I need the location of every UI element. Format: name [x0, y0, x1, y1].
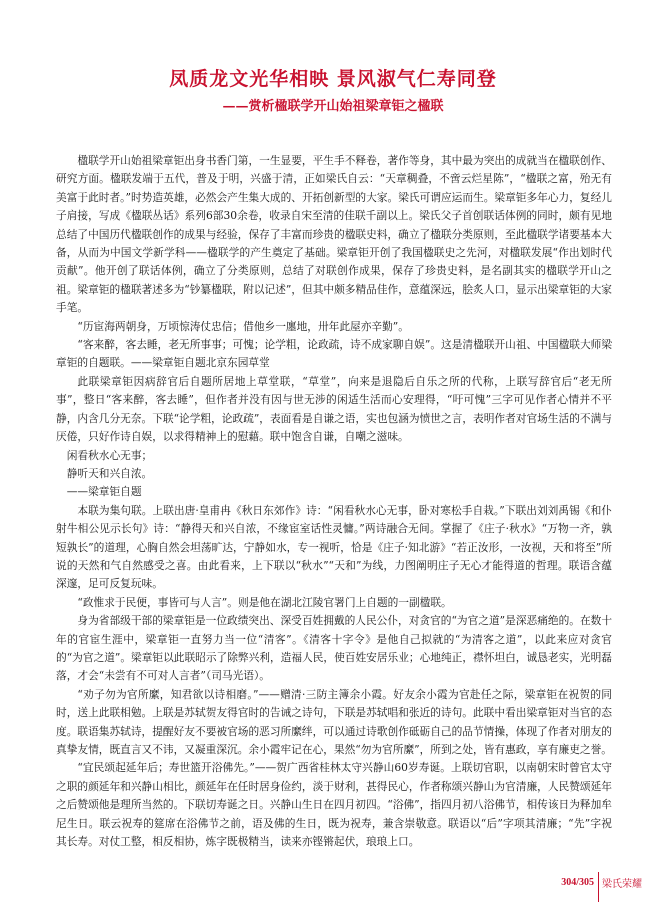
paragraph-commentary-4: “劝子勿为官所縻，知君欲以诗相磨。”——赠清·三防主簿余小霞。好友余小霞为官赴任之际，梁章钜在祝贺的同时，送上此联相勉。上联是苏轼贺友得官时的告诫之诗句，下联是苏轼唱和张近的诗句。此联中看出梁章钜对当官的态度。联语集苏轼诗，提醒好友不要被官场的恶习所縻绊，可以通过诗歌创作砥砺自己的品节情操，体现了作者对朋友的真挚友情，既直言又不讳，又凝重深沉。余小霞牢记在心，果然“勿为官所縻”，所到之处，皆有惠政，享有廉吏之誉。: [56, 687, 612, 756]
paragraph-commentary-5: “宜民颂起延年后；寿世篮开浴佛先。”——贺广西省桂林太守兴静山60岁寿诞。上联切官职，以南朝宋时曾官太守之职的颜延年和兴静山相比，颜延年在任时居身俭约，淡于财利，甚得民心，作者称颂兴静山为官清廉，人民赞颂延年之后赞颂他是理所当然的。下联切寿诞之日。兴静山生日在四月初四。“浴佛”，指四月初八浴佛节，相传该日为释加牟尼生日。联云祝寿的筵席在浴佛节之前，语及佛的生日，既为祝寿，兼含崇敬意。联语以“后”字项其清廉；“先”字祝其长寿。对仗工整，相反相协，炼字既极精当，读来亦铿锵起伏，琅琅上口。: [56, 761, 612, 849]
couplet-line-upper: 闲看秋水心无事；: [66, 448, 153, 462]
page-footer: [561, 874, 642, 890]
paragraph-commentary-2: 本联为集句联。上联出唐·皇甫冉《秋日东郊作》诗：“闲看秋水心无事，卧对寒松手自栽。”下联出刘刘禹锡《和仆射牛相公见示长句》诗：“静得天和兴自浓，不缘宦室话性灵慵。”两诗融合无间。掌握了《庄子·秋水》“万物一齐，孰短孰长”的道理，心胸自然会坦荡旷达，宁静如水，专一视听，恰是《庄子·知北游》“若正汝形，一汝视，天和将至”所说的天然和气自然感受之喜。由此看来，上下联以“秋水”“天和”为线，力图阐明庄子无心才能得道的哲理。联语含蕴深邃，足可反复玩味。: [56, 503, 612, 591]
paragraph-commentary-1: 此联梁章钜因病辞官后自题所居地上草堂联，“草堂”，向来是退隐后自乐之所的代称，上联写辞官后“老无所事”，整日“客来醉，客去睡”，但作者并没有因与世无涉的闲适生活而心安理得，“吁可愧”三字可见作者心情并不平静，内含几分无奈。下联“论学粗，论政疏”，表面看是自谦之语，实也包涵为愤世之言，表明作者对官场生活的不满与厌倦，只好作诗自娱，以求得精神上的慰藉。联中饱含自谦，自嘲之滋味。: [56, 374, 612, 444]
page-number: 304/305: [561, 876, 594, 888]
paragraph-commentary-3: 身为省部级干部的梁章钜是一位政绩突出、深受百姓拥戴的人民公仆，对贪官的“为官之道”是深恶痛绝的。在数十年的官宦生涯中，梁章钜一直努力当一位“清客”。《清客十字令》是他自己拟就的“为清客之道”，以此来应对贪官的“为官之道”。梁章钜以此联昭示了除弊兴利，造福人民，使百姓安居乐业；心地纯正，襟怀坦白，诚恳老实，光明磊落，才会“未尝有不可对人言者”（司马光语）。: [56, 614, 613, 683]
couplet-attribution: ——梁章钜自题: [66, 485, 142, 499]
brand-label: 梁氏荣耀: [602, 878, 642, 890]
article-title: 凤质龙文光华相映 景风淑气仁寿同登: [169, 68, 497, 90]
couplet-line-lower: 静听天和兴自浓。: [66, 466, 153, 480]
couplet-quote-1: “历宦海两朝身，万顷惊涛仗忠信；借他乡一廛地，卅年此屋亦辛勤”。: [77, 319, 409, 333]
couplet-quote-2: “客来醉，客去睡，老无所事事；可愧；论学粗，论政疏，诗不成家聊自娱”。这是清楹联开山祖、中国楹联大师梁章钜的自题联。——梁章钜自题北京东园草堂: [56, 338, 613, 370]
couplet-quote-3: “政惟求于民便，事皆可与人言”。则是他在湖北江陵官署门上自题的一副楹联。: [77, 595, 452, 609]
article-subtitle: ——赏析楹联学开山始祖梁章钜之楹联: [222, 99, 444, 114]
article-body: [56, 152, 612, 851]
paragraph-intro: 楹联学开山始祖梁章钜出身书香门第，一生显要，平生手不释卷，著作等身，其中最为突出的成就当在楹联创作、研究方面。楹联发端于五代，普及于明，兴盛于清，正如梁氏自云：“天章稠叠，不啻云烂星陈”，“楹联之富，殆无有美富于此时者。”时势造英雄，必然会产生集大成的、开拓创新型的大家。梁氏可谓应运而生。梁章钜多年心力，复经儿子肩接，写成《楹联丛话》系列6部30余卷，收录自宋至清的佳联千副以上。梁氏父子首创联话体例的同时，颇有见地总结了中国历代楹联创作的成果与经验，保存了丰富而珍贵的楹联史料，确立了楹联分类原则，至此楹联学诸要基本大备，从而为中国文学新学科——楹联学的产生奠定了基础。梁章钜开创了我国楹联史之先河，对楹联发展“作出划时代贡献”。他开创了联话体例，确立了分类原则，总结了对联创作成果，保存了珍贵史料，是名副其实的楹联学开山之祖。梁章钜的楹联著述多为“钞纂楹联，附以记述”，但其中颇多精品佳作，意蕴深远，脍炙人口，显示出梁章钜的大家手笔。: [56, 154, 612, 315]
